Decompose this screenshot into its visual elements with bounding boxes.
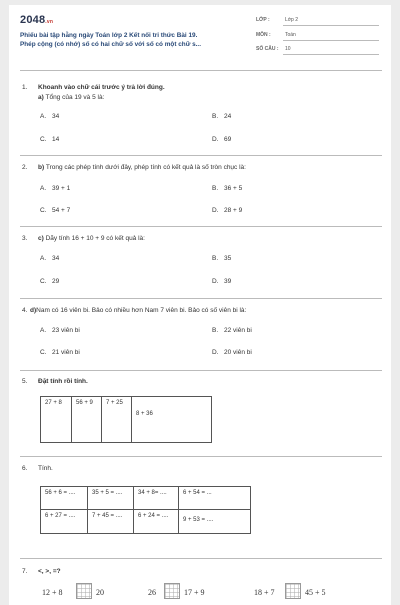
question-instruction: Tính. <box>38 465 53 472</box>
option-c[interactable]: C. 29 <box>40 278 60 285</box>
question-number: 2. <box>22 164 28 171</box>
option-c[interactable]: C. 54 + 7 <box>40 207 71 214</box>
compute-cell[interactable]: 6 + 54 = ... <box>179 487 251 510</box>
question-instruction: Đặt tính rồi tính. <box>38 378 88 385</box>
compare-right: 20 <box>96 588 104 597</box>
compare-left: 18 + 7 <box>254 588 275 597</box>
option-a[interactable]: A. 34 <box>40 113 60 120</box>
compute-cell[interactable]: 6 + 24 = .... <box>134 510 179 534</box>
compare-answer-box[interactable] <box>285 583 301 599</box>
meta-label-class: LỚP : <box>256 17 270 23</box>
meta-underline <box>283 40 379 41</box>
question-instruction: <, >, =? <box>38 568 61 575</box>
question-divider <box>20 370 382 371</box>
compute-table <box>40 486 251 534</box>
meta-value-class: Lớp 2 <box>285 17 299 23</box>
meta-value-subject: Toán <box>285 32 296 38</box>
option-b[interactable]: B. 22 viên bi <box>212 327 252 334</box>
compute-cell[interactable]: 56 + 6 = .... <box>41 487 88 510</box>
worksheet-title-line2: Phép cộng (có nhớ) số có hai chữ số với số có một chữ s... <box>20 41 201 48</box>
compare-right: 17 + 9 <box>184 588 205 597</box>
compute-cell[interactable]: 6 + 27 = .... <box>41 510 88 534</box>
option-d[interactable]: D. 20 viên bi <box>212 349 252 356</box>
option-b[interactable]: B. 35 <box>212 255 232 262</box>
written-calc-table <box>40 396 212 443</box>
calc-cell[interactable]: 8 + 36 <box>132 397 212 443</box>
question-divider <box>20 298 382 299</box>
question-prompt: c) Dãy tính 16 + 10 + 9 có kết quả là: <box>38 235 145 242</box>
question-number: 1. <box>22 84 28 91</box>
meta-underline <box>283 54 379 55</box>
question-prompt: b) Trong các phép tính dưới đây, phép tính có kết quả là số tròn chục là: <box>38 164 246 171</box>
option-a[interactable]: A. 39 + 1 <box>40 185 71 192</box>
meta-underline <box>283 25 379 26</box>
compare-answer-box[interactable] <box>164 583 180 599</box>
calc-cell[interactable]: 27 + 8 <box>41 397 72 443</box>
option-d[interactable]: D. 28 + 9 <box>212 207 243 214</box>
question-prompt: a) Tổng của 19 và 5 là: <box>38 94 105 101</box>
compare-left: 26 <box>148 588 156 597</box>
option-b[interactable]: B. 24 <box>212 113 232 120</box>
compute-cell[interactable]: 9 + 53 = .... <box>179 510 251 534</box>
compare-right: 45 + 5 <box>305 588 326 597</box>
option-c[interactable]: C. 14 <box>40 136 60 143</box>
compare-answer-box[interactable] <box>76 583 92 599</box>
meta-label-count: SỐ CÂU : <box>256 46 279 52</box>
question-instruction: Khoanh vào chữ cái trước ý trả lời đúng. <box>38 84 165 91</box>
option-a[interactable]: A. 34 <box>40 255 60 262</box>
question-divider <box>20 558 382 559</box>
question-number: 3. <box>22 235 28 242</box>
meta-value-count: 10 <box>285 46 291 52</box>
question-number: 6. <box>22 465 28 472</box>
calc-cell[interactable]: 7 + 25 <box>102 397 132 443</box>
question-divider <box>20 456 382 457</box>
question-divider <box>20 226 382 227</box>
compute-cell[interactable]: 35 + 5 = .... <box>88 487 134 510</box>
option-c[interactable]: C. 21 viên bi <box>40 349 80 356</box>
option-b[interactable]: B. 36 + 5 <box>212 185 243 192</box>
option-d[interactable]: D. 69 <box>212 136 232 143</box>
question-divider <box>20 155 382 156</box>
option-a[interactable]: A. 23 viên bi <box>40 327 80 334</box>
option-d[interactable]: D. 39 <box>212 278 232 285</box>
compare-left: 12 + 8 <box>42 588 63 597</box>
site-logo[interactable]: 2048.vn <box>20 14 54 26</box>
worksheet-page <box>9 5 391 605</box>
meta-label-subject: MÔN : <box>256 32 271 38</box>
question-number: 7. <box>22 568 28 575</box>
compute-cell[interactable]: 7 + 45 = .... <box>88 510 134 534</box>
question-number: 4. <box>22 307 28 314</box>
question-prompt: d)Nam có 16 viên bi. Bảo có nhiều hơn Nam 7 viên bi. Bảo có số viên bi là: <box>30 307 247 314</box>
question-number: 5. <box>22 378 28 385</box>
header-divider <box>20 70 382 71</box>
calc-cell[interactable]: 56 + 9 <box>72 397 102 443</box>
worksheet-title-line1: Phiếu bài tập hằng ngày Toán lớp 2 Kết nối tri thức Bài 19. <box>20 32 198 39</box>
compute-cell[interactable]: 34 + 8= .... <box>134 487 179 510</box>
